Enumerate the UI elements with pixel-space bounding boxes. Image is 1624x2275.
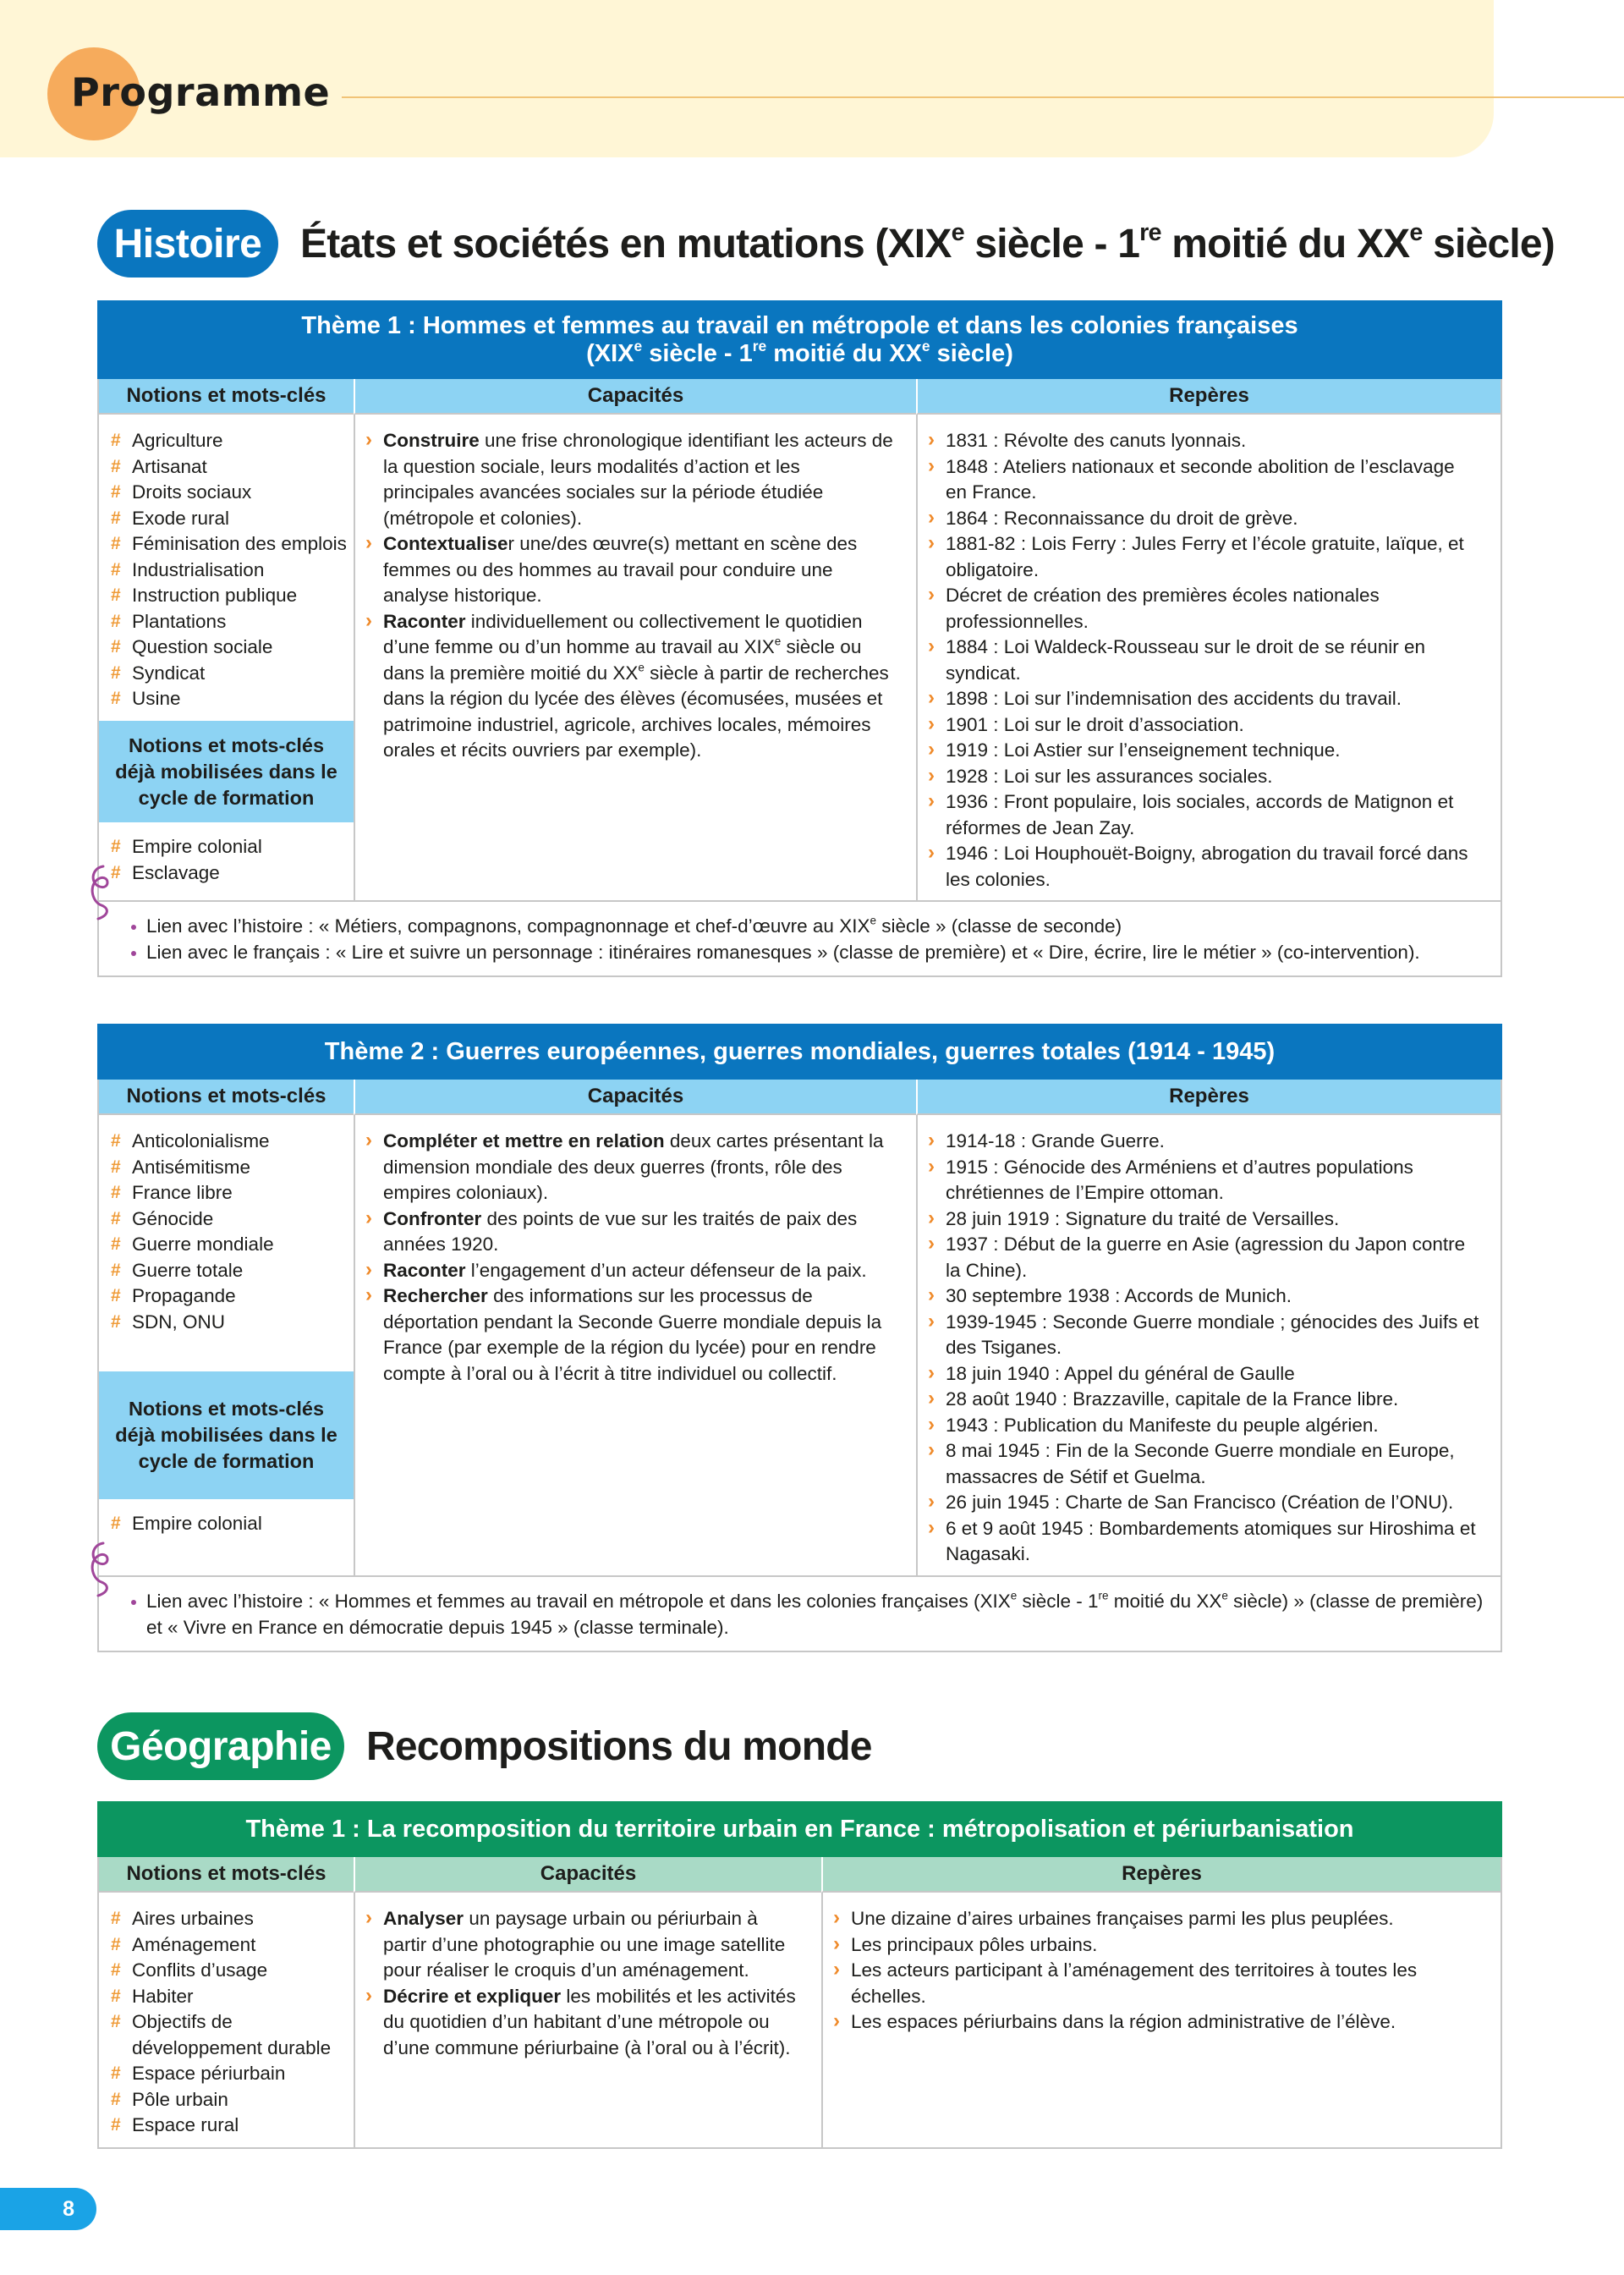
theme2-capacites-list <box>355 1115 916 1387</box>
keyword-item: # Exode rural <box>111 506 347 532</box>
column-header-reperes: Repères <box>916 1080 1501 1115</box>
keyword-item: # SDN, ONU <box>111 1310 347 1336</box>
keyword-item: # Question sociale <box>111 635 347 661</box>
column-header-notions: Notions et mots-clés <box>99 1857 354 1893</box>
theme2-notions-cell <box>99 1115 354 1577</box>
column-header-capacites: Capacités <box>354 1080 916 1115</box>
keyword-item: # Propagande <box>111 1283 347 1310</box>
histoire-title: États et sociétés en mutations (XIXe siècle - 1re moitié du XXe siècle) <box>300 218 1555 267</box>
capacite-item: › Confronter des points de vue sur les traités de paix des années 1920. <box>365 1206 896 1258</box>
theme2-links <box>97 1577 1502 1652</box>
repere-item: › Les acteurs participant à l’aménagement des territoires à toutes les échelles. <box>833 1958 1480 2009</box>
keyword-item: # Empire colonial <box>111 834 347 860</box>
theme1-grid <box>97 379 1502 902</box>
geo-theme1-grid <box>97 1857 1502 2149</box>
theme2-reperes-cell <box>916 1115 1501 1577</box>
column-header-notions: Notions et mots-clés <box>99 1080 354 1115</box>
theme1-capacites-list <box>355 415 916 764</box>
theme1-already-list <box>99 822 354 886</box>
link-item: Lien avec l’histoire : « Hommes et femmes au travail en métropole et dans les colonies françaises (XIXe siècle - 1re moitié du XXe siècle) » (classe de première) et « Vivre en France en démocratie depuis 1945 » (classe terminale). <box>131 1589 1484 1640</box>
geographie-title: Recompositions du monde <box>366 1723 872 1769</box>
theme1-title: Thème 1 : Hommes et femmes au travail en métropole et dans les colonies françaises (XIXe siècle - 1re moitié du XXe siècle) <box>97 300 1502 379</box>
repere-item: › 30 septembre 1938 : Accords de Munich. <box>928 1283 1480 1310</box>
capacite-item: › Décrire et expliquer les mobilités et les activités du quotidien d’un habitant d’une métropole ou d’une commune périurbaine (à l’oral ou à l’écrit). <box>365 1984 801 2062</box>
geo-theme1-title: Thème 1 : La recomposition du territoire urbain en France : métropolisation et périurbanisation <box>97 1801 1502 1857</box>
keyword-item: # Agriculture <box>111 428 347 454</box>
histoire-heading <box>97 210 1555 278</box>
column-header-capacites: Capacités <box>354 1857 821 1893</box>
keyword-item: # Anticolonialisme <box>111 1129 347 1155</box>
capacite-item: › Raconter l’engagement d’un acteur défenseur de la paix. <box>365 1258 896 1284</box>
keyword-item: # Syndicat <box>111 661 347 687</box>
keyword-item: # Droits sociaux <box>111 480 347 506</box>
theme2-notions-list <box>99 1115 354 1371</box>
repere-item: › 1881-82 : Lois Ferry : Jules Ferry et l’école gratuite, laïque, et obligatoire. <box>928 531 1480 583</box>
keyword-item: # Aires urbaines <box>111 1906 347 1932</box>
keyword-item: # Instruction publique <box>111 583 347 609</box>
theme1-reperes-list <box>918 415 1501 893</box>
repere-item: › 1898 : Loi sur l’indemnisation des accidents du travail. <box>928 686 1480 712</box>
repere-item: › 1901 : Loi sur le droit d’association. <box>928 712 1480 739</box>
repere-item: › 1936 : Front populaire, lois sociales, accords de Matignon et réformes de Jean Zay. <box>928 789 1480 841</box>
keyword-item: # Industrialisation <box>111 558 347 584</box>
keyword-item: # Conflits d’usage <box>111 1958 347 1984</box>
repere-item: › Décret de création des premières écoles nationales professionnelles. <box>928 583 1480 635</box>
geo-theme1-table <box>97 1801 1502 2149</box>
capacite-item: › Construire une frise chronologique identifiant les acteurs de la question sociale, leurs modalités d’action et les principales avancées sociales sur la période étudiée (métropole et colonies). <box>365 428 896 531</box>
repere-item: › 1848 : Ateliers nationaux et seconde abolition de l’esclavage en France. <box>928 454 1480 506</box>
theme2-capacites-cell <box>354 1115 916 1577</box>
geographie-heading <box>97 1712 872 1780</box>
column-header-notions: Notions et mots-clés <box>99 379 354 415</box>
theme2-reperes-list <box>918 1115 1501 1568</box>
already-mobilized-label: Notions et mots-clés déjà mobilisées dans le cycle de formation <box>99 1371 354 1499</box>
capacite-item: › Analyser un paysage urbain ou périurbain à partir d’une photographie ou une image satellite pour réaliser le croquis d’un aménagement. <box>365 1906 801 1984</box>
repere-item: › 8 mai 1945 : Fin de la Seconde Guerre mondiale en Europe, massacres de Sétif et Guelma. <box>928 1438 1480 1490</box>
theme2-already-list <box>99 1499 354 1537</box>
repere-item: › 1946 : Loi Houphouët-Boigny, abrogation du travail forcé dans les colonies. <box>928 841 1480 893</box>
column-header-capacites: Capacités <box>354 379 916 415</box>
capacite-item: › Raconter individuellement ou collectivement le quotidien d’une femme ou d’un homme au travail au XIXe siècle ou dans la première moitié du XXe siècle à partir de recherches dans la région du lycée des élèves (écomusées, musées et patrimoine industriel, agricole, archives locales, mémoires orales et récits ouvriers par exemple). <box>365 609 896 764</box>
link-curl-icon <box>85 863 118 924</box>
repere-item: › Les espaces périurbains dans la région administrative de l’élève. <box>833 2009 1480 2036</box>
keyword-item: # France libre <box>111 1180 347 1206</box>
repere-item: › 1915 : Génocide des Arméniens et d’autres populations chrétiennes de l’Empire ottoman. <box>928 1155 1480 1206</box>
repere-item: › 1919 : Loi Astier sur l’enseignement technique. <box>928 738 1480 764</box>
theme2-title: Thème 2 : Guerres européennes, guerres mondiales, guerres totales (1914 - 1945) <box>97 1024 1502 1080</box>
link-item: Lien avec le français : « Lire et suivre un personnage : itinéraires romanesques » (classe de première) et « Dire, écrire, lire le métier » (co-intervention). <box>131 940 1484 966</box>
repere-item: › 1831 : Révolte des canuts lyonnais. <box>928 428 1480 454</box>
keyword-item: # Génocide <box>111 1206 347 1233</box>
geo-theme1-capacites-cell <box>354 1893 821 2149</box>
keyword-item: # Usine <box>111 686 347 712</box>
keyword-item: # Pôle urbain <box>111 2087 347 2113</box>
theme1-table <box>97 300 1502 977</box>
repere-item: › 28 juin 1919 : Signature du traité de Versailles. <box>928 1206 1480 1233</box>
capacite-item: › Contextualiser une/des œuvre(s) mettant en scène des femmes ou des hommes au travail pour conduire une analyse historique. <box>365 531 896 609</box>
keyword-item: # Plantations <box>111 609 347 635</box>
header-tab-decoration <box>1328 0 1494 24</box>
keyword-item: # Esclavage <box>111 860 347 887</box>
theme2-table <box>97 1024 1502 1652</box>
geo-theme1-reperes-cell <box>821 1893 1501 2149</box>
geo-theme1-reperes-list <box>823 1893 1501 2036</box>
theme1-notions-cell <box>99 415 354 902</box>
geographie-tag: Géographie <box>97 1712 344 1780</box>
histoire-tag: Histoire <box>97 210 278 278</box>
repere-item: › 28 août 1940 : Brazzaville, capitale de la France libre. <box>928 1387 1480 1413</box>
repere-item: › 1914-18 : Grande Guerre. <box>928 1129 1480 1155</box>
capacite-item: › Compléter et mettre en relation deux cartes présentant la dimension mondiale des deux guerres (fronts, rôle des empires coloniaux). <box>365 1129 896 1206</box>
theme2-grid <box>97 1080 1502 1577</box>
column-header-reperes: Repères <box>916 379 1501 415</box>
keyword-item: # Antisémitisme <box>111 1155 347 1181</box>
keyword-item: # Guerre totale <box>111 1258 347 1284</box>
theme1-notions-list <box>99 415 354 721</box>
keyword-item: # Espace périurbain <box>111 2061 347 2087</box>
capacite-item: › Rechercher des informations sur les processus de déportation pendant la Seconde Guerre mondiale depuis la France (par exemple de la région du lycée) pour en rendre compte à l’oral ou à l’écrit à titre individuel ou collectif. <box>365 1283 896 1387</box>
repere-item: › 26 juin 1945 : Charte de San Francisco (Création de l’ONU). <box>928 1490 1480 1516</box>
already-mobilized-label: Notions et mots-clés déjà mobilisées dans le cycle de formation <box>99 721 354 822</box>
link-curl-icon <box>85 1540 118 1601</box>
header-rule <box>342 96 1624 98</box>
repere-item: › 1939-1945 : Seconde Guerre mondiale ; génocides des Juifs et des Tsiganes. <box>928 1310 1480 1361</box>
theme1-capacites-cell <box>354 415 916 902</box>
page-header-title: Programme <box>71 69 331 115</box>
page-number: 8 <box>0 2188 96 2230</box>
link-item: Lien avec l’histoire : « Métiers, compagnons, compagnonnage et chef-d’œuvre au XIXe siècle » (classe de seconde) <box>131 914 1484 940</box>
theme1-links <box>97 902 1502 977</box>
geo-theme1-notions-cell <box>99 1893 354 2149</box>
keyword-item: # Habiter <box>111 1984 347 2010</box>
repere-item: › Les principaux pôles urbains. <box>833 1932 1480 1959</box>
repere-item: › 1928 : Loi sur les assurances sociales. <box>928 764 1480 790</box>
geo-theme1-capacites-list <box>355 1893 821 2061</box>
keyword-item: # Empire colonial <box>111 1511 347 1537</box>
keyword-item: # Espace rural <box>111 2113 347 2139</box>
keyword-item: # Féminisation des emplois <box>111 531 347 558</box>
theme1-reperes-cell <box>916 415 1501 902</box>
repere-item: › 6 et 9 août 1945 : Bombardements atomiques sur Hiroshima et Nagasaki. <box>928 1516 1480 1568</box>
keyword-item: # Artisanat <box>111 454 347 481</box>
repere-item: › 1943 : Publication du Manifeste du peuple algérien. <box>928 1413 1480 1439</box>
repere-item: › 18 juin 1940 : Appel du général de Gaulle <box>928 1361 1480 1388</box>
keyword-item: # Objectifs de développement durable <box>111 2009 347 2061</box>
repere-item: › 1864 : Reconnaissance du droit de grève. <box>928 506 1480 532</box>
column-header-reperes: Repères <box>821 1857 1501 1893</box>
repere-item: › Une dizaine d’aires urbaines françaises parmi les plus peuplées. <box>833 1906 1480 1932</box>
repere-item: › 1937 : Début de la guerre en Asie (agression du Japon contre la Chine). <box>928 1232 1480 1283</box>
geo-theme1-notions-list <box>99 1893 354 2139</box>
keyword-item: # Guerre mondiale <box>111 1232 347 1258</box>
repere-item: › 1884 : Loi Waldeck-Rousseau sur le droit de se réunir en syndicat. <box>928 635 1480 686</box>
keyword-item: # Aménagement <box>111 1932 347 1959</box>
